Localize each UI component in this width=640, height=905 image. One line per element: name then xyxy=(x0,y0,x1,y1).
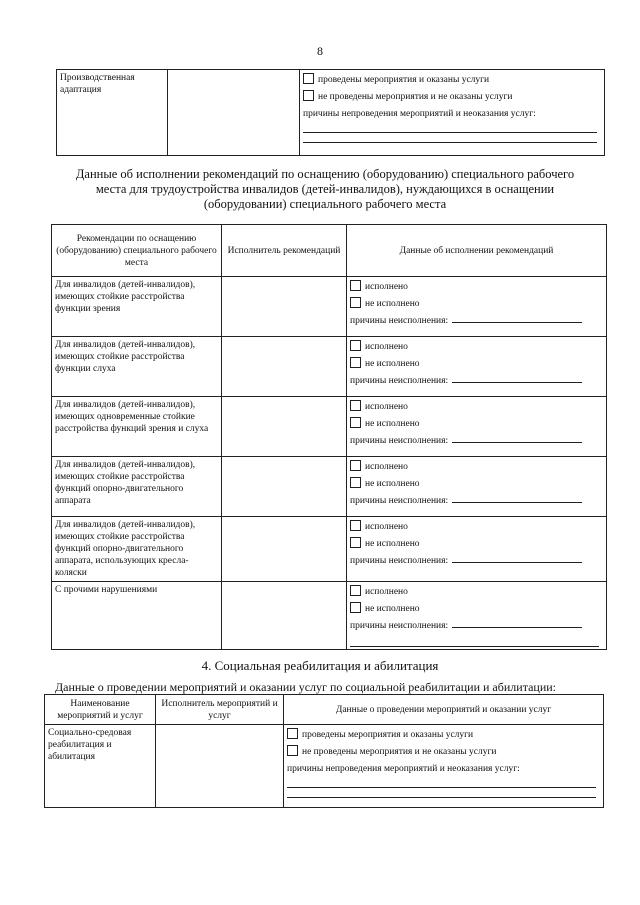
checkbox[interactable] xyxy=(350,460,361,471)
option-done-label: исполнено xyxy=(365,342,408,352)
production-adaptation-executor-cell[interactable] xyxy=(168,70,300,156)
reason-line[interactable] xyxy=(350,637,599,647)
option-done[interactable] xyxy=(350,459,603,476)
checkbox[interactable] xyxy=(303,90,314,101)
col-header-name: Наименование мероприятий и услуг xyxy=(45,695,156,725)
checkbox[interactable] xyxy=(350,340,361,351)
option-not-done-label: не исполнено xyxy=(365,359,420,369)
option-not-done[interactable] xyxy=(350,536,603,553)
reason-label: причины неисполнения: xyxy=(350,621,449,631)
executor-cell[interactable] xyxy=(222,517,347,582)
option-not-done-label: не исполнено xyxy=(365,539,420,549)
row-label: Социально-средовая реабилитация и абилитация xyxy=(45,725,156,808)
table-row xyxy=(52,582,607,650)
checkbox[interactable] xyxy=(303,73,314,84)
option-done-label: исполнено xyxy=(365,282,408,292)
col-header-recommendations: Рекомендации по оснащению (оборудованию) специального рабочего места xyxy=(52,225,222,277)
reason-line[interactable] xyxy=(452,618,582,628)
checkbox[interactable] xyxy=(350,400,361,411)
executor-cell[interactable] xyxy=(222,457,347,517)
option-not-done[interactable] xyxy=(350,416,603,433)
reason-label: причины непроведения мероприятий и неоказания услуг: xyxy=(303,109,536,119)
executor-cell[interactable] xyxy=(156,725,284,808)
option-not-conducted-label: не проведены мероприятия и не оказаны услуги xyxy=(302,747,497,757)
checkbox[interactable] xyxy=(350,417,361,428)
reason-label: причины неисполнения: xyxy=(350,496,449,506)
checkbox[interactable] xyxy=(350,297,361,308)
social-rehabilitation-table xyxy=(44,694,604,808)
execution-cell xyxy=(347,457,607,517)
option-not-done-label: не исполнено xyxy=(365,419,420,429)
option-not-done[interactable] xyxy=(350,476,603,493)
option-not-conducted[interactable] xyxy=(303,89,601,106)
checkbox[interactable] xyxy=(287,745,298,756)
workplace-section-heading: Данные об исполнении рекомендаций по оснащению (оборудованию) специального рабочего места для трудоустройства инвалидов (детей-инвалидов), нуждающихся в оснащении (оборудовании) специального рабочего места xyxy=(75,167,575,211)
page-number: 8 xyxy=(317,44,323,58)
checkbox[interactable] xyxy=(350,520,361,531)
option-conducted-label: проведены мероприятия и оказаны услуги xyxy=(302,730,474,740)
reason-line[interactable] xyxy=(452,493,582,503)
reason-line[interactable] xyxy=(452,313,582,323)
option-done-label: исполнено xyxy=(365,402,408,412)
row-label: Для инвалидов (детей-инвалидов), имеющих одновременные стойкие расстройства функций зрения и слуха xyxy=(52,397,222,457)
reason-line[interactable] xyxy=(287,788,596,798)
social-section-subtitle: Данные о проведении мероприятий и оказании услуг по социальной реабилитации и абилитации: xyxy=(55,680,557,694)
table-row xyxy=(52,457,607,517)
reason-label: причины неисполнения: xyxy=(350,556,449,566)
option-not-conducted-label: не проведены мероприятия и не оказаны услуги xyxy=(318,92,513,102)
row-label: Для инвалидов (детей-инвалидов), имеющих стойкие расстройства функции зрения xyxy=(52,277,222,337)
checkbox[interactable] xyxy=(287,728,298,739)
option-not-done-label: не исполнено xyxy=(365,299,420,309)
col-header-executor: Исполнитель мероприятий и услуг xyxy=(156,695,284,725)
checkbox[interactable] xyxy=(350,602,361,613)
row-label: С прочими нарушениями xyxy=(52,582,222,650)
checkbox[interactable] xyxy=(350,537,361,548)
col-header-execution-data: Данные об исполнении рекомендаций xyxy=(347,225,607,277)
executor-cell[interactable] xyxy=(222,582,347,650)
reason-label: причины неисполнения: xyxy=(350,316,449,326)
execution-cell xyxy=(347,397,607,457)
col-header-data: Данные о проведении мероприятий и оказании услуг xyxy=(284,695,604,725)
option-not-done-label: не исполнено xyxy=(365,479,420,489)
production-adaptation-label: Производственная адаптация xyxy=(57,70,168,156)
option-done-label: исполнено xyxy=(365,522,408,532)
executor-cell[interactable] xyxy=(222,277,347,337)
production-adaptation-status-cell xyxy=(300,70,605,156)
production-adaptation-table xyxy=(56,69,605,156)
execution-cell xyxy=(347,277,607,337)
checkbox[interactable] xyxy=(350,280,361,291)
option-not-done[interactable] xyxy=(350,296,603,313)
reason-line[interactable] xyxy=(452,433,582,443)
reason-line[interactable] xyxy=(287,778,596,788)
option-not-done[interactable] xyxy=(350,601,603,618)
checkbox[interactable] xyxy=(350,585,361,596)
table-row xyxy=(45,725,604,808)
execution-cell xyxy=(347,517,607,582)
table-row xyxy=(52,517,607,582)
reason-label: причины неисполнения: xyxy=(350,436,449,446)
executor-cell[interactable] xyxy=(222,337,347,397)
executor-cell[interactable] xyxy=(222,397,347,457)
option-done[interactable] xyxy=(350,519,603,536)
option-not-done-label: не исполнено xyxy=(365,604,420,614)
col-header-executor: Исполнитель рекомендаций xyxy=(222,225,347,277)
row-label: Для инвалидов (детей-инвалидов), имеющих стойкие расстройства функций опорно-двигательного аппарата, использующих кресла-коляски xyxy=(52,517,222,582)
option-done[interactable] xyxy=(350,339,603,356)
option-done[interactable] xyxy=(350,279,603,296)
reason-line[interactable] xyxy=(452,373,582,383)
workplace-recommendations-table xyxy=(51,224,607,650)
row-label: Для инвалидов (детей-инвалидов), имеющих стойкие расстройства функции слуха xyxy=(52,337,222,397)
option-not-done[interactable] xyxy=(350,356,603,373)
execution-cell xyxy=(347,337,607,397)
table-row xyxy=(52,277,607,337)
row-label: Для инвалидов (детей-инвалидов), имеющих стойкие расстройства функций опорно-двигательного аппарата xyxy=(52,457,222,517)
reason-line[interactable] xyxy=(303,133,597,143)
table-row xyxy=(52,337,607,397)
social-section-title: 4. Социальная реабилитация и абилитация xyxy=(201,658,439,673)
option-conducted[interactable] xyxy=(303,72,601,89)
reason-label: причины непроведения мероприятий и неоказания услуг: xyxy=(287,764,520,774)
checkbox[interactable] xyxy=(350,477,361,488)
table-row xyxy=(52,397,607,457)
option-not-conducted[interactable] xyxy=(287,744,600,761)
reason-line[interactable] xyxy=(303,123,597,133)
option-done[interactable] xyxy=(350,584,603,601)
reason-label: причины неисполнения: xyxy=(350,376,449,386)
option-done-label: исполнено xyxy=(365,587,408,597)
option-done-label: исполнено xyxy=(365,462,408,472)
option-conducted-label: проведены мероприятия и оказаны услуги xyxy=(318,75,490,85)
execution-cell xyxy=(284,725,604,808)
execution-cell xyxy=(347,582,607,650)
reason-line[interactable] xyxy=(452,553,582,563)
option-conducted[interactable] xyxy=(287,727,600,744)
option-done[interactable] xyxy=(350,399,603,416)
checkbox[interactable] xyxy=(350,357,361,368)
